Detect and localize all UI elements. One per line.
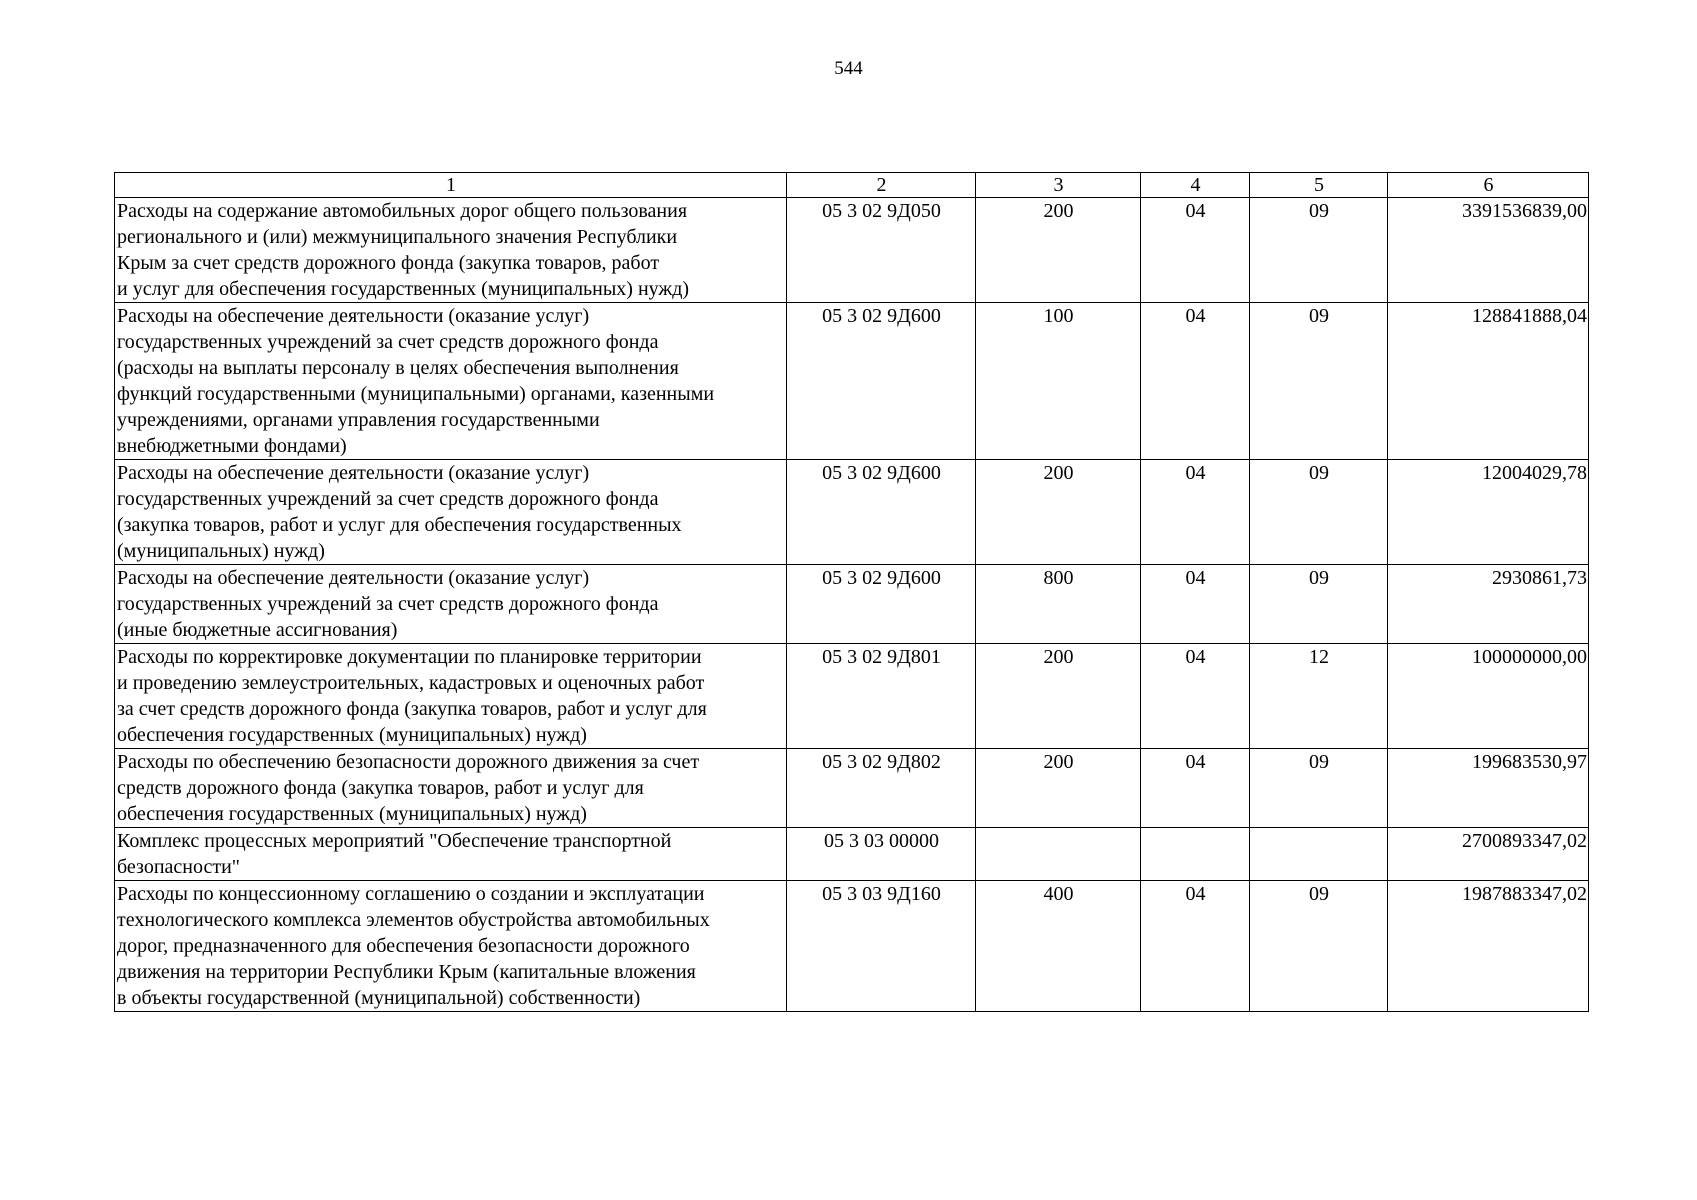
column-header: 6 <box>1388 173 1589 198</box>
expense-name-cell: Расходы на обеспечение деятельности (оказание услуг) государственных учреждений за счет средств дорожного фонда (иные бюджетные ассигнования) <box>115 565 787 644</box>
column-header: 2 <box>787 173 976 198</box>
subsection-cell: 09 <box>1250 460 1388 565</box>
section-cell: 04 <box>1141 644 1250 749</box>
section-cell: 04 <box>1141 565 1250 644</box>
column-header: 3 <box>976 173 1141 198</box>
section-cell: 04 <box>1141 460 1250 565</box>
section-cell <box>1141 828 1250 881</box>
expense-type-cell: 200 <box>976 460 1141 565</box>
amount-cell: 100000000,00 <box>1388 644 1589 749</box>
expense-name-cell: Расходы по обеспечению безопасности дорожного движения за счет средств дорожного фонда (закупка товаров, работ и услуг для обеспечения государственных (муниципальных) нужд) <box>115 749 787 828</box>
expense-name-cell: Расходы по концессионному соглашению о создании и эксплуатации технологического комплекса элементов обустройства автомобильных дорог, предназначенного для обеспечения безопасности дорожного движения на территории Республики Крым (капитальные вложения в объекты государственной (муниципальной) собственности) <box>115 881 787 1012</box>
expense-name-cell: Расходы на обеспечение деятельности (оказание услуг) государственных учреждений за счет средств дорожного фонда (расходы на выплаты персоналу в целях обеспечения выполнения функций государственными (муниципальными) органами, казенными учреждениями, органами управления государственными внебюджетными фондами) <box>115 303 787 460</box>
target-code-cell: 05 3 02 9Д600 <box>787 460 976 565</box>
budget-table <box>114 172 1589 1012</box>
expense-type-cell <box>976 828 1141 881</box>
expense-name-cell: Расходы на содержание автомобильных дорог общего пользования регионального и (или) межмуниципального значения Республики Крым за счет средств дорожного фонда (закупка товаров, работ и услуг для обеспечения государственных (муниципальных) нужд) <box>115 198 787 303</box>
target-code-cell: 05 3 02 9Д600 <box>787 303 976 460</box>
table-row <box>115 828 1589 881</box>
target-code-cell: 05 3 02 9Д050 <box>787 198 976 303</box>
section-cell: 04 <box>1141 198 1250 303</box>
expense-name-cell: Расходы на обеспечение деятельности (оказание услуг) государственных учреждений за счет средств дорожного фонда (закупка товаров, работ и услуг для обеспечения государственных (муниципальных) нужд) <box>115 460 787 565</box>
expense-name-cell: Комплекс процессных мероприятий "Обеспечение транспортной безопасности" <box>115 828 787 881</box>
expense-type-cell: 200 <box>976 644 1141 749</box>
header-row <box>115 173 1589 198</box>
subsection-cell: 09 <box>1250 565 1388 644</box>
amount-cell: 199683530,97 <box>1388 749 1589 828</box>
target-code-cell: 05 3 03 00000 <box>787 828 976 881</box>
amount-cell: 1987883347,02 <box>1388 881 1589 1012</box>
subsection-cell: 09 <box>1250 303 1388 460</box>
table-body <box>115 198 1589 1012</box>
target-code-cell: 05 3 02 9Д600 <box>787 565 976 644</box>
page-number: 544 <box>834 58 863 79</box>
table-row <box>115 749 1589 828</box>
table-row <box>115 881 1589 1012</box>
amount-cell: 128841888,04 <box>1388 303 1589 460</box>
section-cell: 04 <box>1141 303 1250 460</box>
table-row <box>115 460 1589 565</box>
target-code-cell: 05 3 02 9Д802 <box>787 749 976 828</box>
subsection-cell: 09 <box>1250 881 1388 1012</box>
expense-name-cell: Расходы по корректировке документации по планировке территории и проведению землеустроительных, кадастровых и оценочных работ за счет средств дорожного фонда (закупка товаров, работ и услуг для обеспечения государственных (муниципальных) нужд) <box>115 644 787 749</box>
table-row <box>115 565 1589 644</box>
expense-type-cell: 200 <box>976 749 1141 828</box>
table-row <box>115 303 1589 460</box>
amount-cell: 3391536839,00 <box>1388 198 1589 303</box>
column-header: 1 <box>115 173 787 198</box>
subsection-cell <box>1250 828 1388 881</box>
subsection-cell: 12 <box>1250 644 1388 749</box>
column-header: 5 <box>1250 173 1388 198</box>
expense-type-cell: 400 <box>976 881 1141 1012</box>
table-header <box>115 173 1589 198</box>
table-row <box>115 644 1589 749</box>
target-code-cell: 05 3 03 9Д160 <box>787 881 976 1012</box>
expense-type-cell: 200 <box>976 198 1141 303</box>
subsection-cell: 09 <box>1250 198 1388 303</box>
expense-type-cell: 800 <box>976 565 1141 644</box>
section-cell: 04 <box>1141 881 1250 1012</box>
expense-type-cell: 100 <box>976 303 1141 460</box>
table-row <box>115 198 1589 303</box>
column-header: 4 <box>1141 173 1250 198</box>
amount-cell: 2700893347,02 <box>1388 828 1589 881</box>
target-code-cell: 05 3 02 9Д801 <box>787 644 976 749</box>
section-cell: 04 <box>1141 749 1250 828</box>
amount-cell: 2930861,73 <box>1388 565 1589 644</box>
amount-cell: 12004029,78 <box>1388 460 1589 565</box>
subsection-cell: 09 <box>1250 749 1388 828</box>
